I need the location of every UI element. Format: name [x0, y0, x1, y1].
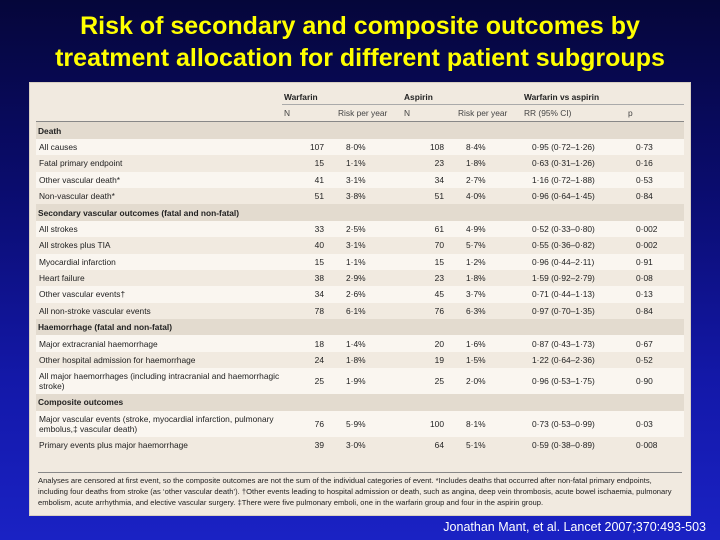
cell-rr-ci: 0·71 (0·44–1·13): [522, 286, 626, 302]
cell-p-value: 0·90: [626, 368, 684, 394]
cell-warfarin-n: 34: [282, 286, 336, 302]
group-header-aspirin: Aspirin: [402, 89, 522, 105]
cell-warfarin-risk: 1·9%: [336, 368, 402, 394]
table-row: [36, 437, 684, 453]
section-header-row: [36, 204, 684, 220]
cell-p-value: 0·52: [636, 355, 653, 366]
cell-label: All strokes: [36, 221, 282, 237]
cell-warfarin-risk: 6·1%: [346, 305, 366, 316]
sub-header-aspirin-risk: Risk per year: [456, 105, 522, 122]
citation: Jonathan Mant, et al. Lancet 2007;370:493-503: [443, 520, 706, 534]
cell-label: Other hospital admission for haemorrhage: [39, 355, 196, 366]
cell-label: Major extracranial haemorrhage: [36, 335, 282, 351]
cell-aspirin-n: 70: [434, 240, 444, 251]
group-header-comparison: Warfarin vs aspirin: [522, 89, 684, 105]
cell-aspirin-n: 23: [434, 273, 444, 284]
cell-rr-ci: 0·95 (0·72–1·26): [522, 139, 626, 155]
cell-warfarin-n: 15: [282, 254, 336, 270]
cell-aspirin-risk: 1·8%: [466, 273, 486, 284]
cell-aspirin-n: 100: [402, 411, 456, 437]
cell-aspirin-n: 20: [402, 335, 456, 351]
cell-label: Heart failure: [39, 273, 85, 284]
cell-aspirin-risk: 8·4%: [456, 139, 522, 155]
cell-warfarin-n: 40: [314, 240, 324, 251]
cell-rr-ci: 0·73 (0·53–0·99): [522, 411, 626, 437]
table-footnote: Analyses are censored at first event, so the composite outcomes are not the sum of the individual categories of event. *Includes deaths that occurred after non-fatal primary endpoints, including four deaths from stroke (as ‘other vascular death’). †Other events leading to hospital admission or death, such as angina, deep vein thrombosis, acute bowel ischaemia, pulmonary embolism, acute arrhythmia, and elective vascular surgery. ‡There were five pulmonary emboli, one in the warfarin group and four in the aspirin group.: [38, 472, 682, 508]
cell-warfarin-n: 33: [282, 221, 336, 237]
cell-aspirin-n: 19: [434, 355, 444, 366]
cell-aspirin-risk: 5·1%: [466, 439, 486, 450]
cell-aspirin-n: 34: [402, 172, 456, 188]
cell-aspirin-n: 15: [402, 254, 456, 270]
cell-warfarin-n: 25: [282, 368, 336, 394]
cell-rr-ci: 1·22 (0·64–2·36): [532, 355, 595, 366]
cell-aspirin-risk: 4·9%: [456, 221, 522, 237]
sub-header-warfarin-n: N: [282, 105, 336, 122]
cell-warfarin-n: 18: [282, 335, 336, 351]
table-row: [36, 335, 684, 351]
cell-p-value: 0·13: [626, 286, 684, 302]
cell-aspirin-n: 25: [402, 368, 456, 394]
cell-warfarin-n: 38: [314, 273, 324, 284]
cell-p-value: 0·84: [636, 305, 653, 316]
group-header-warfarin: Warfarin: [282, 89, 402, 105]
cell-aspirin-risk: 5·7%: [466, 240, 486, 251]
cell-warfarin-risk: 3·1%: [336, 172, 402, 188]
cell-rr-ci: 0·87 (0·43–1·73): [522, 335, 626, 351]
cell-rr-ci: 0·96 (0·44–2·11): [522, 254, 626, 270]
table-row: [36, 139, 684, 155]
table-row: [36, 368, 684, 394]
cell-label: Primary events plus major haemorrhage: [39, 439, 188, 450]
cell-warfarin-n: 78: [314, 305, 324, 316]
cell-label: All causes: [36, 139, 282, 155]
cell-p-value: 0·84: [636, 191, 653, 202]
table-row: [36, 286, 684, 302]
slide-title: [0, 10, 720, 74]
section-header-row: [36, 319, 684, 335]
section-title: Composite outcomes: [36, 394, 684, 410]
sub-header-warfarin-risk: Risk per year: [336, 105, 402, 122]
cell-aspirin-risk: 4·0%: [466, 191, 486, 202]
sub-header-aspirin-n: N: [402, 105, 456, 122]
cell-p-value: 0·03: [626, 411, 684, 437]
cell-warfarin-risk: 1·8%: [346, 355, 366, 366]
cell-warfarin-risk: 2·6%: [336, 286, 402, 302]
cell-warfarin-risk: 1·4%: [336, 335, 402, 351]
cell-rr-ci: 0·96 (0·64–1·45): [532, 191, 595, 202]
cell-rr-ci: 1·59 (0·92–2·79): [532, 273, 595, 284]
table-panel: [29, 82, 691, 516]
cell-label: Major vascular events (stroke, myocardial infarction, pulmonary embolus,‡ vascular death): [36, 411, 282, 437]
cell-label: Myocardial infarction: [36, 254, 282, 270]
sub-header-row: [36, 105, 684, 122]
cell-rr-ci: 0·52 (0·33–0·80): [522, 221, 626, 237]
cell-warfarin-n: 107: [282, 139, 336, 155]
outcomes-table: [36, 89, 684, 453]
cell-aspirin-n: 51: [434, 191, 444, 202]
cell-label: Other vascular death*: [36, 172, 282, 188]
cell-p-value: 0·73: [626, 139, 684, 155]
cell-warfarin-risk: 3·0%: [346, 439, 366, 450]
cell-rr-ci: 0·59 (0·38–0·89): [532, 439, 595, 450]
table-row: [36, 172, 684, 188]
section-header-row: [36, 122, 684, 139]
sub-header-p: p: [626, 105, 684, 122]
table-row: [36, 254, 684, 270]
cell-warfarin-n: 41: [282, 172, 336, 188]
cell-rr-ci: 0·96 (0·53–1·75): [522, 368, 626, 394]
cell-label: All major haemorrhages (including intracranial and haemorrhagic stroke): [36, 368, 282, 394]
table-row: [36, 411, 684, 437]
cell-aspirin-n: 61: [402, 221, 456, 237]
cell-aspirin-n: 76: [434, 305, 444, 316]
cell-p-value: 0·08: [636, 273, 653, 284]
cell-warfarin-n: 15: [314, 158, 324, 169]
cell-p-value: 0·002: [636, 240, 658, 251]
cell-p-value: 0·67: [626, 335, 684, 351]
table-row: [36, 237, 684, 253]
cell-warfarin-risk: 1·1%: [336, 254, 402, 270]
cell-aspirin-risk: 1·8%: [466, 158, 486, 169]
cell-warfarin-n: 51: [314, 191, 324, 202]
cell-aspirin-risk: 1·2%: [456, 254, 522, 270]
table-row: [36, 221, 684, 237]
cell-warfarin-risk: 5·9%: [336, 411, 402, 437]
section-title: Death: [36, 122, 684, 139]
cell-label: Fatal primary endpoint: [39, 158, 123, 169]
cell-warfarin-n: 39: [314, 439, 324, 450]
cell-warfarin-risk: 1·1%: [346, 158, 366, 169]
cell-p-value: 0·16: [636, 158, 653, 169]
cell-aspirin-risk: 3·7%: [456, 286, 522, 302]
cell-rr-ci: 0·97 (0·70–1·35): [532, 305, 595, 316]
cell-warfarin-risk: 2·5%: [336, 221, 402, 237]
cell-aspirin-n: 108: [402, 139, 456, 155]
cell-rr-ci: 0·63 (0·31–1·26): [532, 158, 595, 169]
cell-p-value: 0·91: [626, 254, 684, 270]
cell-aspirin-risk: 8·1%: [456, 411, 522, 437]
cell-label: All non-stroke vascular events: [39, 305, 151, 316]
cell-warfarin-risk: 3·1%: [346, 240, 366, 251]
cell-warfarin-risk: 2·9%: [346, 273, 366, 284]
table-row: [36, 303, 684, 319]
group-header-row: [36, 89, 684, 105]
table-row: [36, 155, 684, 171]
cell-aspirin-risk: 1·6%: [456, 335, 522, 351]
cell-warfarin-risk: 3·8%: [346, 191, 366, 202]
cell-warfarin-n: 24: [314, 355, 324, 366]
cell-aspirin-risk: 1·5%: [466, 355, 486, 366]
section-title: Secondary vascular outcomes (fatal and non-fatal): [36, 204, 684, 220]
sub-header-rr: RR (95% CI): [522, 105, 626, 122]
cell-aspirin-n: 23: [434, 158, 444, 169]
section-header-row: [36, 394, 684, 410]
table-row: [36, 270, 684, 286]
cell-p-value: 0·53: [626, 172, 684, 188]
cell-p-value: 0·008: [636, 439, 658, 450]
cell-aspirin-n: 64: [434, 439, 444, 450]
cell-aspirin-risk: 2·0%: [456, 368, 522, 394]
cell-warfarin-risk: 8·0%: [336, 139, 402, 155]
cell-aspirin-risk: 2·7%: [456, 172, 522, 188]
table-row: [36, 352, 684, 368]
table-row: [36, 188, 684, 204]
cell-p-value: 0·002: [626, 221, 684, 237]
cell-rr-ci: 0·55 (0·36–0·82): [532, 240, 595, 251]
cell-label: Other vascular events†: [36, 286, 282, 302]
cell-label: Non-vascular death*: [39, 191, 115, 202]
section-title: Haemorrhage (fatal and non-fatal): [36, 319, 684, 335]
cell-rr-ci: 1·16 (0·72–1·88): [522, 172, 626, 188]
cell-label: All strokes plus TIA: [39, 240, 111, 251]
cell-warfarin-n: 76: [282, 411, 336, 437]
title-line-2: treatment allocation for different patient subgroups: [55, 44, 665, 72]
cell-aspirin-n: 45: [402, 286, 456, 302]
cell-aspirin-risk: 6·3%: [466, 305, 486, 316]
title-line-1: Risk of secondary and composite outcomes by: [80, 12, 640, 40]
